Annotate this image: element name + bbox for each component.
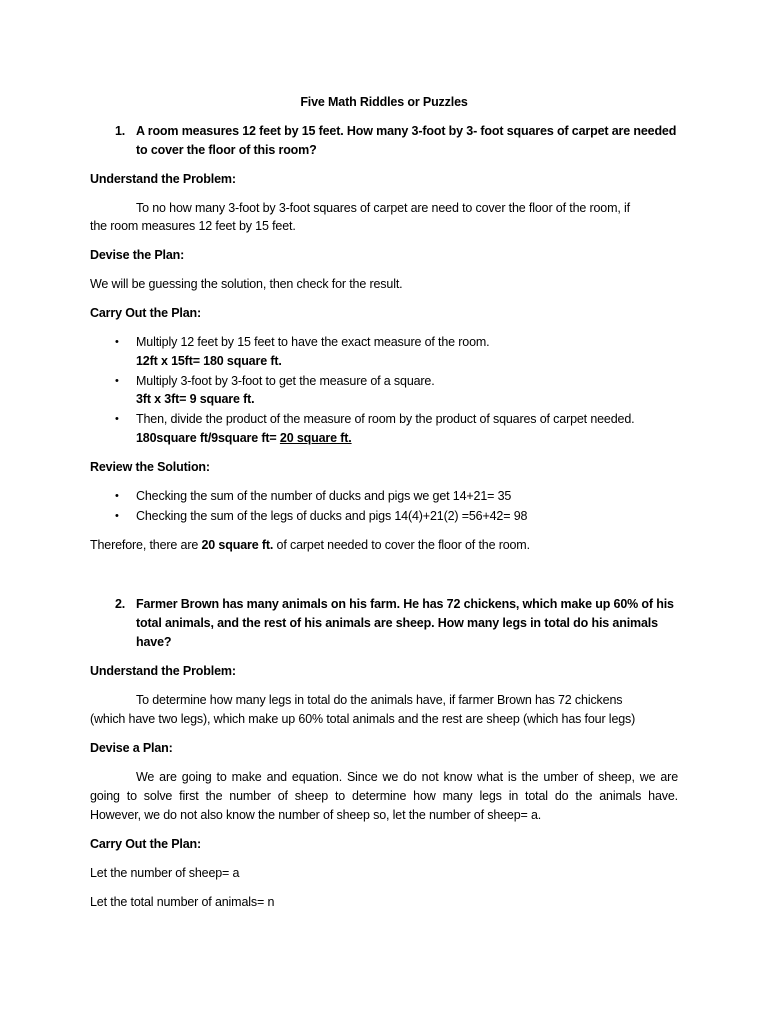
q2-devise-line-3: However, we do not also know the number of sheep so, let the number of sheep= a. xyxy=(90,808,542,822)
q1-understand-line-2: the room measures 12 feet by 15 feet. xyxy=(90,219,296,233)
q1-conclusion-answer: 20 square ft. xyxy=(201,538,274,552)
q1-devise-heading: Devise the Plan: xyxy=(90,248,185,262)
q1-conclusion-suffix: of carpet needed to cover the floor of the room. xyxy=(273,538,530,552)
question-2-line-3: have? xyxy=(136,635,172,649)
q1-bullet-3-result xyxy=(136,430,352,446)
question-1-number: 1. xyxy=(115,124,126,138)
q1-bullet-2-result: 3ft x 3ft= 9 square ft. xyxy=(136,392,255,406)
q1-carry-heading: Carry Out the Plan: xyxy=(90,306,202,320)
q1-bullet-3-result-prefix: 180square ft/9square ft= xyxy=(136,431,280,445)
question-1-line-1: A room measures 12 feet by 15 feet. How many 3-foot by 3- foot squares of carpet are needed xyxy=(136,124,677,138)
q1-bullet-3-text: Then, divide the product of the measure of room by the product of squares of carpet needed. xyxy=(136,412,635,426)
document-title: Five Math Riddles or Puzzles xyxy=(300,95,468,109)
bullet-marker: • xyxy=(115,413,119,425)
q1-conclusion-prefix: Therefore, there are xyxy=(90,538,202,552)
q1-conclusion xyxy=(90,537,530,553)
bullet-marker: • xyxy=(115,490,119,502)
q2-devise-heading: Devise a Plan: xyxy=(90,741,173,755)
q2-understand-line-2: (which have two legs), which make up 60% total animals and the rest are sheep (which has four legs) xyxy=(90,712,636,726)
q2-devise-line-1: We are going to make and equation. Since we do not know what is the umber of sheep, we are xyxy=(136,770,678,784)
q2-understand-line-1: To determine how many legs in total do the animals have, if farmer Brown has 72 chickens xyxy=(136,693,623,707)
q2-let-total: Let the total number of animals= n xyxy=(90,895,275,909)
question-1-line-2: to cover the floor of this room? xyxy=(136,143,317,157)
q1-final-answer: 20 square ft. xyxy=(279,431,352,445)
bullet-marker: • xyxy=(115,375,119,387)
q2-devise-line-2: going to solve first the number of sheep to determine how many legs in total do the animals have. xyxy=(90,789,678,803)
q1-devise-text: We will be guessing the solution, then check for the result. xyxy=(90,277,403,291)
q1-bullet-1-text: Multiply 12 feet by 15 feet to have the exact measure of the room. xyxy=(136,335,490,349)
q1-review-bullet-1: Checking the sum of the number of ducks and pigs we get 14+21= 35 xyxy=(136,489,512,503)
q2-understand-heading: Understand the Problem: xyxy=(90,664,236,678)
q1-review-bullet-2: Checking the sum of the legs of ducks and pigs 14(4)+21(2) =56+42= 98 xyxy=(136,509,528,523)
q2-carry-heading: Carry Out the Plan: xyxy=(90,837,202,851)
q1-bullet-2-text: Multiply 3-foot by 3-foot to get the measure of a square. xyxy=(136,374,435,388)
bullet-marker: • xyxy=(115,336,119,348)
q1-understand-line-1: To no how many 3-foot by 3-foot squares of carpet are need to cover the floor of the room, if xyxy=(136,201,630,215)
bullet-marker: • xyxy=(115,510,119,522)
q1-bullet-1-result: 12ft x 15ft= 180 square ft. xyxy=(136,354,282,368)
q1-understand-heading: Understand the Problem: xyxy=(90,172,236,186)
question-2-line-1: Farmer Brown has many animals on his farm. He has 72 chickens, which make up 60% of his xyxy=(136,597,674,611)
q2-let-sheep: Let the number of sheep= a xyxy=(90,866,240,880)
question-2-line-2: total animals, and the rest of his animals are sheep. How many legs in total do his animals xyxy=(136,616,658,630)
q1-review-heading: Review the Solution: xyxy=(90,460,210,474)
question-2-number: 2. xyxy=(115,597,126,611)
